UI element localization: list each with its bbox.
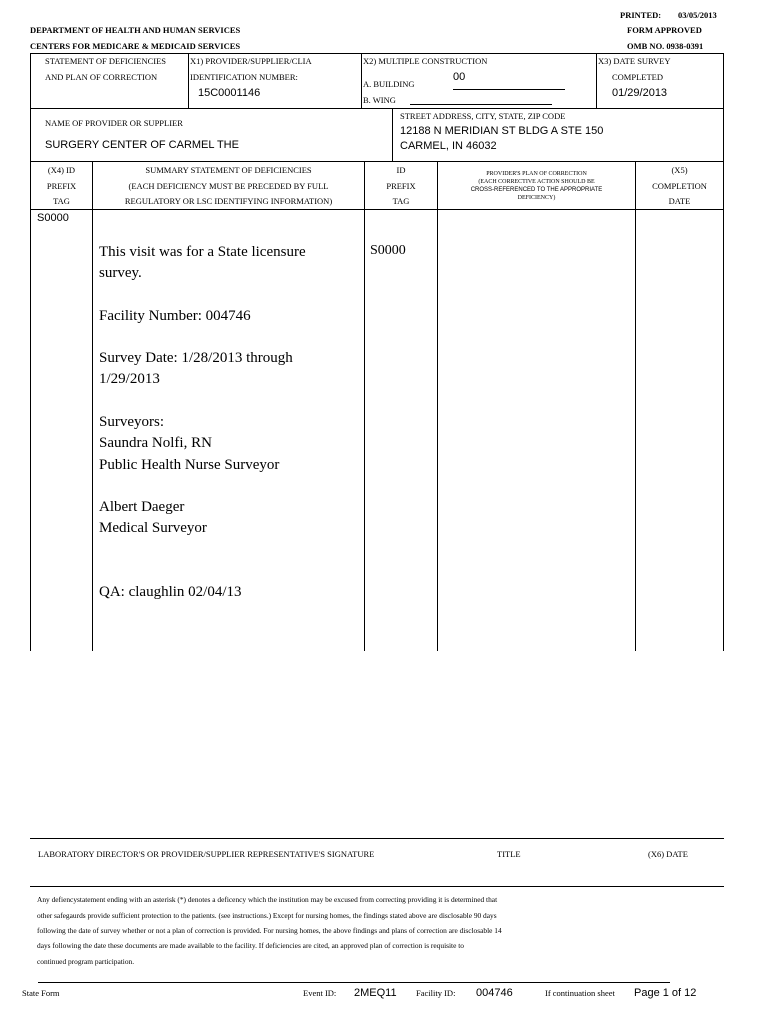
qa-line: QA: claughlin 02/04/13 (99, 584, 242, 600)
department-title: DEPARTMENT OF HEALTH AND HUMAN SERVICES (30, 25, 241, 35)
plan-header-1: PROVIDER'S PLAN OF CORRECTION (486, 171, 587, 177)
address-line-1: 12188 N MERIDIAN ST BLDG A STE 150 (400, 125, 604, 137)
x5-completion-header: COMPLETION (652, 181, 707, 191)
event-id-label: Event ID: (303, 988, 337, 998)
disclaimer-line-3: following the date of survey whether or not a plan of correction is provided. For nursing homes, the above findings and plans of correction are disclosable 14 (37, 926, 502, 935)
disclaimer-line-5: continued program participation. (37, 957, 135, 966)
building-value: 00 (453, 71, 466, 83)
facility-number: Facility Number: 004746 (99, 308, 251, 324)
statement-label-2: AND PLAN OF CORRECTION (45, 72, 158, 82)
building-label: A. BUILDING (363, 79, 415, 89)
wing-label: B. WING (363, 95, 396, 105)
plan-header-3: CROSS-REFERENCED TO THE APPROPRIATE (470, 187, 603, 193)
summary-header-1: SUMMARY STATEMENT OF DEFICIENCIES (145, 165, 312, 175)
id-tag-header: TAG (392, 196, 410, 206)
surveyor-2-name: Albert Daeger (99, 499, 185, 515)
x4-prefix-header: PREFIX (46, 181, 77, 191)
signature-title-label: TITLE (497, 849, 521, 859)
signature-label: LABORATORY DIRECTOR'S OR PROVIDER/SUPPLIER REPRESENTATIVE'S SIGNATURE (38, 849, 375, 859)
address-line-2: CARMEL, IN 46032 (400, 140, 497, 152)
x3-label-2: COMPLETED (612, 72, 663, 82)
plan-header-2: (EACH CORRECTIVE ACTION SHOULD BE (478, 179, 595, 185)
disclaimer-line-2: other safegaurds provide sufficient protection to the patients. (see instructions.) Except for nursing homes, the findings stated above are disclosable 90 days (37, 911, 497, 920)
provider-name-label: NAME OF PROVIDER OR SUPPLIER (45, 118, 183, 128)
tag-right: S0000 (370, 243, 406, 258)
state-form-label: State Form (22, 988, 60, 998)
surveyor-2-title: Medical Surveyor (99, 520, 207, 536)
summary-header-3: REGULATORY OR LSC IDENTIFYING INFORMATION) (124, 196, 333, 206)
x3-label: X3) DATE SURVEY (598, 56, 671, 66)
printed-date: 03/05/2013 (678, 10, 717, 20)
date-survey-completed: 01/29/2013 (612, 87, 668, 99)
x2-label: X2) MULTIPLE CONSTRUCTION (363, 56, 488, 66)
printed-label: PRINTED: (620, 10, 662, 20)
facility-id-value: 004746 (476, 987, 513, 999)
centers-title: CENTERS FOR MEDICARE & MEDICAID SERVICES (30, 41, 241, 51)
provider-name: SURGERY CENTER OF CARMEL THE (45, 139, 239, 151)
page-number: Page 1 of 12 (634, 987, 697, 999)
provider-id-number: 15C0001146 (198, 87, 261, 99)
tag-left: S0000 (37, 212, 69, 224)
plan-header-4: DEFICIENCY) (517, 195, 556, 201)
x1-label: X1) PROVIDER/SUPPLIER/CLIA (190, 56, 312, 66)
id-header: ID (396, 165, 406, 175)
address-label: STREET ADDRESS, CITY, STATE, ZIP CODE (400, 111, 566, 121)
form-approved: FORM APPROVED (627, 25, 702, 35)
surveyor-1-name: Saundra Nolfi, RN (99, 435, 212, 451)
surveyor-1-title: Public Health Nurse Surveyor (99, 457, 280, 473)
x4-id-header: (X4) ID (47, 165, 76, 175)
survey-date-1: Survey Date: 1/28/2013 through (99, 350, 293, 366)
omb-number: OMB NO. 0938-0391 (627, 41, 704, 51)
paragraph-visit-1: This visit was for a State licensure (99, 244, 306, 260)
disclaimer-line-1: Any defiencystatement ending with an asterisk (*) denotes a deficency which the institution may be excused from correcting providing it is determined that (37, 895, 498, 904)
id-prefix-header: PREFIX (386, 181, 416, 191)
x1-label-2: IDENTIFICATION NUMBER: (190, 72, 298, 82)
x5-date-header: DATE (668, 196, 691, 206)
surveyors-heading: Surveyors: (99, 414, 164, 430)
signature-date-label: (X6) DATE (648, 849, 688, 859)
event-id-value: 2MEQ11 (354, 987, 397, 999)
statement-label-1: STATEMENT OF DEFICIENCIES (45, 56, 167, 66)
disclaimer-line-4: days following the date these documents are made available to the facility. If deficiencies are cited, an approved plan of correction is requisite to (37, 941, 464, 950)
facility-id-label: Facility ID: (416, 988, 456, 998)
x5-header: (X5) (671, 165, 688, 175)
x4-tag-header: TAG (53, 196, 70, 206)
continuation-sheet-label: If continuation sheet (545, 988, 615, 998)
summary-header-2: (EACH DEFICIENCY MUST BE PRECEDED BY FULL (128, 181, 329, 191)
paragraph-visit-2: survey. (99, 265, 142, 281)
survey-date-2: 1/29/2013 (99, 371, 160, 387)
